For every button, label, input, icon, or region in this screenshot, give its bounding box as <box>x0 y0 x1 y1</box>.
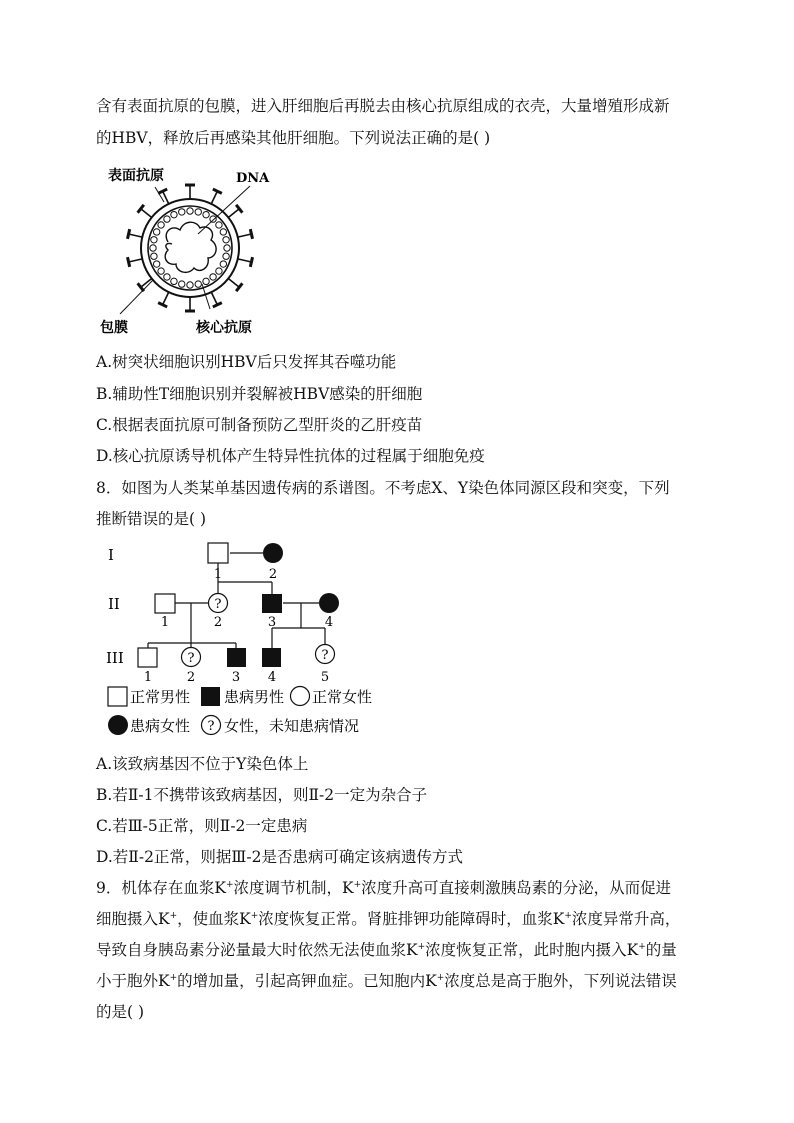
q8-option-d: D.若Ⅱ-2正常，则据Ⅲ-2是否患病可确定该病遗传方式 <box>96 848 463 866</box>
core-antigen-dot <box>195 209 201 215</box>
spike-stalk <box>211 191 217 204</box>
q8-stem-line-1: 8．如图为人类某单基因遗传病的系谱图。不考虑X、Y染色体同源区段和突变，下列 <box>96 479 670 497</box>
spike-cap <box>127 229 129 239</box>
core-antigen-dot <box>187 208 193 214</box>
q7-option-a: A.树突状细胞识别HBV后只发挥其吞噬功能 <box>96 353 397 371</box>
core-antigen-dot <box>216 268 222 274</box>
q8-option-b: B.若Ⅱ-1不携带该致病基因，则Ⅱ-2一定为杂合子 <box>96 786 428 804</box>
legend-unknown-female-label: 女性，未知患病情况 <box>224 717 360 735</box>
pedigree-chart <box>96 536 396 686</box>
gen1-individual-2-affected-female <box>263 543 283 563</box>
gen3-number-1: 1 <box>143 670 153 685</box>
core-antigen-dot <box>164 274 170 280</box>
spike-stalk <box>163 292 169 305</box>
core-antigen-dot <box>220 261 226 267</box>
legend-normal-male-symbol <box>108 687 127 706</box>
envelope-pointer <box>120 280 153 314</box>
gen3-number-2: 2 <box>186 670 196 685</box>
gen3-individual-3-affected-male <box>227 648 246 667</box>
generation-label-1: I <box>108 546 114 564</box>
q7-option-b: B.辅助性T细胞识别并裂解被HBV感染的肝细胞 <box>96 385 423 403</box>
core-antigen-dot <box>171 278 177 284</box>
core-antigen-dot <box>216 222 222 228</box>
legend-normal-male-label: 正常男性 <box>130 688 191 706</box>
q7-option-d: D.核心抗原诱导机体产生特异性抗体的过程属于细胞免疫 <box>96 447 485 465</box>
spike-stalk <box>129 259 143 262</box>
spike-cap <box>158 189 167 193</box>
core-antigen-dot <box>203 278 209 284</box>
core-antigen-dot <box>151 253 157 259</box>
spike-cap <box>158 303 167 307</box>
spike-stalk <box>238 234 252 237</box>
spike-cap <box>213 189 222 193</box>
gen2-number-1: 1 <box>160 615 170 630</box>
core-antigen-dot <box>223 253 229 259</box>
surface-antigen-pointer <box>155 187 164 202</box>
q9-line-1: 9．机体存在血浆K+浓度调节机制，K+浓度升高可直接刺激胰岛素的分泌，从而促进 <box>96 879 672 897</box>
dna-label: DNA <box>236 171 270 186</box>
core-antigen-dot <box>179 209 185 215</box>
spike-cap <box>250 257 252 267</box>
core-antigen-dot <box>158 222 164 228</box>
core-antigen-dot <box>224 245 230 251</box>
gen2-number-4: 4 <box>324 615 334 630</box>
core-antigen-dot <box>151 237 157 243</box>
envelope-inner-ring <box>148 206 232 290</box>
gen3-number-3: 3 <box>231 670 241 685</box>
core-antigen-dot <box>220 229 226 235</box>
legend-affected-female-label: 患病女性 <box>130 717 191 735</box>
hbv-virus-figure <box>98 162 288 342</box>
spike-stalk <box>211 292 217 305</box>
legend-normal-female-label: 正常女性 <box>312 688 373 706</box>
pedigree-legend <box>104 684 404 738</box>
core-antigen-dot <box>179 281 185 287</box>
gen2-individual-4-affected-female <box>319 593 339 613</box>
generation-label-3: III <box>106 649 124 667</box>
unknown-mark: ? <box>321 648 329 663</box>
gen3-individual-4-affected-male <box>262 648 281 667</box>
gen3-number-5: 5 <box>320 670 330 685</box>
core-antigen-dot <box>153 261 159 267</box>
spike-cap <box>250 229 252 239</box>
core-antigen-dot <box>158 268 164 274</box>
spike-stalk <box>238 259 252 262</box>
legend-normal-female-symbol <box>291 687 310 706</box>
spike-cap <box>127 257 129 267</box>
spike-cap <box>213 303 222 307</box>
gen2-individual-3-affected-male <box>262 594 282 613</box>
gen2-number-3: 3 <box>267 615 277 630</box>
gen1-number-2: 2 <box>268 567 278 582</box>
unknown-mark: ? <box>207 719 215 734</box>
gen3-individual-1-normal-male <box>138 648 157 667</box>
core-antigen-dot <box>187 282 193 288</box>
core-antigen-dot <box>195 281 201 287</box>
q7-stem-line-2: 的HBV，释放后再感染其他肝细胞。下列说法正确的是( ) <box>96 129 491 147</box>
envelope-label: 包膜 <box>100 320 128 336</box>
q8-option-a: A.该致病基因不位于Y染色体上 <box>96 755 309 773</box>
gen1-number-1: 1 <box>213 567 223 582</box>
spike-stalk <box>129 234 143 237</box>
core-antigen-dot <box>203 211 209 217</box>
core-antigen-dot <box>164 216 170 222</box>
q7-option-c: C.根据表面抗原可制备预防乙型肝炎的乙肝疫苗 <box>96 416 423 434</box>
gen2-number-2: 2 <box>213 615 223 630</box>
legend-affected-male-symbol <box>201 687 220 706</box>
unknown-mark: ? <box>214 597 222 612</box>
core-antigen-dot <box>150 245 156 251</box>
core-antigen-dot <box>210 274 216 280</box>
legend-affected-female-symbol <box>108 715 128 735</box>
q9-line-4: 小于胞外K+的增加量，引起高钾血症。已知胞内K+浓度总是高于胞外，下列说法错误 <box>96 972 677 990</box>
gen3-number-4: 4 <box>267 670 277 685</box>
core-antigen-dot <box>171 211 177 217</box>
gen1-individual-1-normal-male <box>208 543 228 563</box>
core-antigen-dot <box>210 216 216 222</box>
core-antigen-dot <box>223 237 229 243</box>
q7-stem-line-1: 含有表面抗原的包膜，进入肝细胞后再脱去由核心抗原组成的衣壳，大量增殖形成新 <box>96 97 670 115</box>
core-antigen-dot <box>153 229 159 235</box>
spike-stalk <box>141 209 152 218</box>
spike-stalk <box>228 279 239 288</box>
q9-line-2: 细胞摄入K+，使血浆K+浓度恢复正常。肾脏排钾功能障碍时，血浆K+浓度异常升高， <box>96 910 681 928</box>
generation-label-2: II <box>108 595 120 613</box>
q9-line-5: 的是( ) <box>96 1003 145 1021</box>
gen2-individual-1-normal-male <box>155 594 175 613</box>
spike-stalk <box>228 209 239 218</box>
q8-option-c: C.若Ⅲ-5正常，则Ⅱ-2一定患病 <box>96 817 308 835</box>
surface-antigen-label: 表面抗原 <box>108 168 164 184</box>
q9-line-3: 导致自身胰岛素分泌量最大时依然无法使血浆K+浓度恢复正常，此时胞内摄入K+的量 <box>96 941 677 959</box>
legend-affected-male-label: 患病男性 <box>224 688 285 706</box>
unknown-mark: ? <box>187 651 195 666</box>
core-antigen-label: 核心抗原 <box>196 320 252 336</box>
q8-stem-line-2: 推断错误的是( ) <box>96 510 207 528</box>
